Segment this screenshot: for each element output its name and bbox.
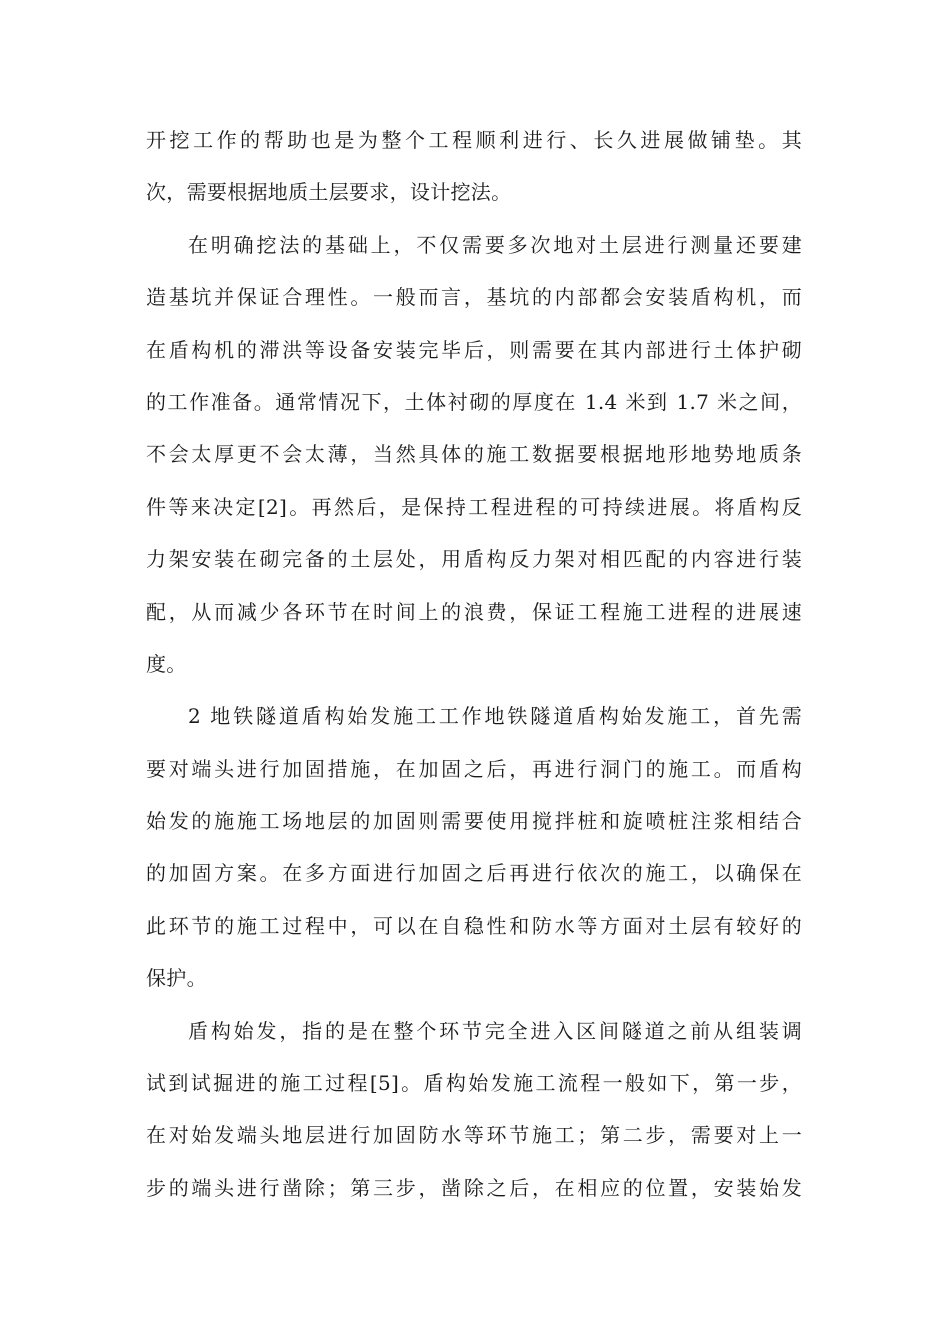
- text-line: 次，需要根据地质土层要求，设计挖法。: [146, 180, 512, 205]
- text-line: 2 地铁隧道盾构始发施工工作地铁隧道盾构始发施工，首先需: [188, 704, 802, 729]
- text-line: 造基坑并保证合理性。一般而言，基坑的内部都会安装盾构机，而: [146, 285, 802, 310]
- text-line: 盾构始发，指的是在整个环节完全进入区间隧道之前从组装调: [188, 1018, 802, 1043]
- text-line: 开挖工作的帮助也是为整个工程顺利进行、长久进展做铺垫。其: [146, 128, 802, 152]
- text-line: 力架安装在砌完备的土层处，用盾构反力架对相匹配的内容进行装: [146, 547, 802, 572]
- text-line: 此环节的施工过程中，可以在自稳性和防水等方面对土层有较好的: [146, 913, 802, 938]
- text-line: 试到试掘进的施工过程[5]。盾构始发施工流程一般如下，第一步，: [146, 1071, 802, 1096]
- text-line: 要对端头进行加固措施，在加固之后，再进行洞门的施工。而盾构: [146, 756, 802, 781]
- text-line: 的加固方案。在多方面进行加固之后再进行依次的施工，以确保在: [146, 861, 802, 886]
- text-line: 始发的施施工场地层的加固则需要使用搅拌桩和旋喷桩注浆相结合: [146, 809, 802, 834]
- document-body: [146, 114, 802, 1214]
- text-line: 在盾构机的滞洪等设备安装完毕后，则需要在其内部进行土体护砌: [146, 337, 802, 362]
- text-line: 度。: [146, 651, 187, 676]
- text-line: 配，从而减少各环节在时间上的浪费，保证工程施工进程的进展速: [146, 599, 802, 624]
- text-line: 步的端头进行凿除；第三步，凿除之后，在相应的位置，安装始发: [146, 1175, 802, 1200]
- text-line: 在明确挖法的基础上，不仅需要多次地对土层进行测量还要建: [188, 232, 802, 257]
- text-line: 的工作准备。通常情况下，土体衬砌的厚度在 1.4 米到 1.7 米之间，: [146, 389, 802, 414]
- text-line: 不会太厚更不会太薄，当然具体的施工数据要根据地形地势地质条: [146, 442, 802, 467]
- text-line: 保护。: [146, 966, 207, 991]
- text-line: 在对始发端头地层进行加固防水等环节施工；第二步，需要对上一: [146, 1123, 802, 1148]
- text-line: 件等来决定[2]。再然后，是保持工程进程的可持续进展。将盾构反: [146, 494, 802, 519]
